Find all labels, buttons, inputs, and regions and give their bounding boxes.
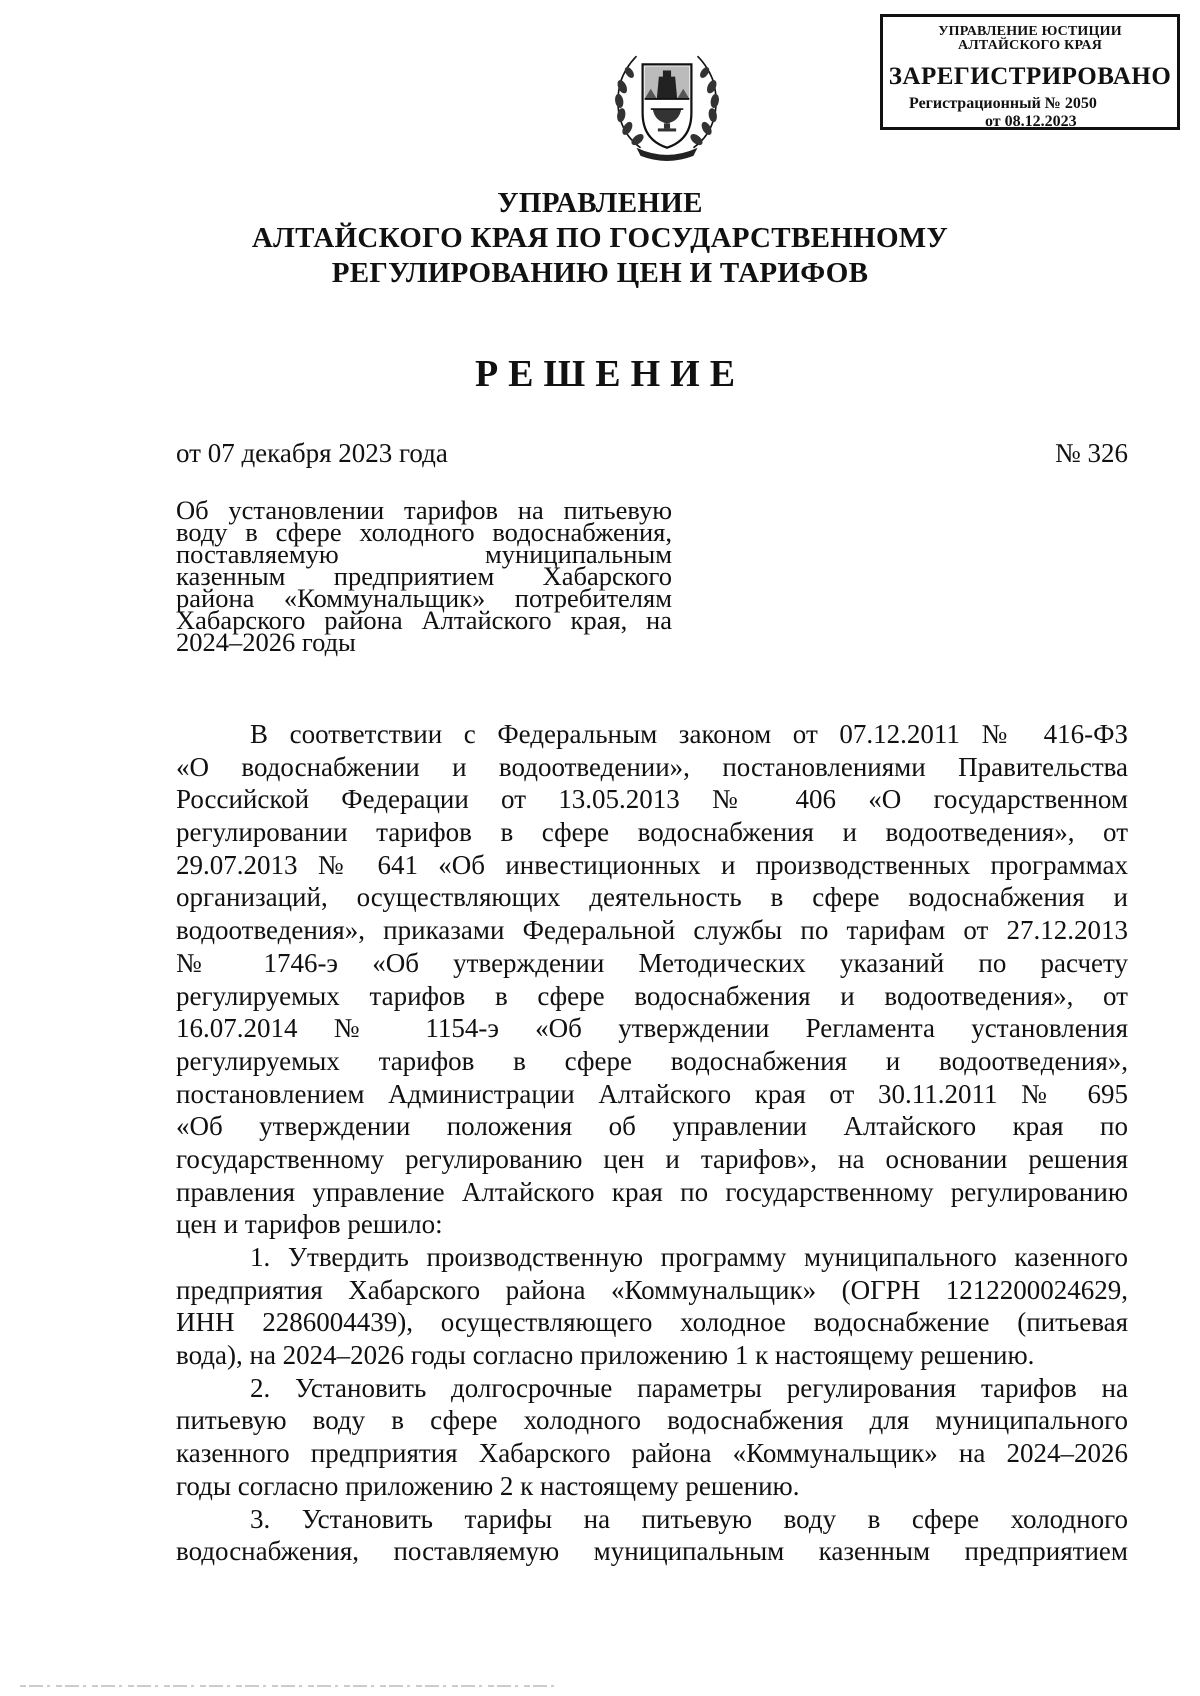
stamp-status: ЗАРЕГИСТРИРОВАНО (888, 63, 1172, 90)
body-line: ИНН 2286004439), осуществляющего холодное водоснабжение (питьевая (176, 1307, 1128, 1338)
altai-krai-coat-of-arms-icon (606, 42, 728, 164)
document-type-heading: РЕШЕНИЕ (474, 353, 746, 395)
document-date: от 07 декабря 2023 года (176, 438, 448, 468)
stamp-date-value: 08.12.2023 (1004, 113, 1077, 130)
body-line: № 1746-э «Об утверждении Методических указаний по расчету (176, 947, 1128, 978)
stamp-registration-date (883, 113, 1177, 131)
body-line: цен и тарифов решило: (176, 1209, 443, 1240)
body-line: питьевую воду в сфере холодного водоснабжения для муниципального (176, 1405, 1128, 1436)
stamp-org-line2: АЛТАЙСКОГО КРАЯ (957, 38, 1103, 53)
registration-stamp (880, 14, 1180, 130)
subject-line: воду в сфере холодного водоснабжения, (176, 517, 672, 547)
scan-artifact-line (0, 1684, 1200, 1688)
stamp-organization (883, 25, 1177, 53)
stamp-reg-value: 2050 (1064, 95, 1097, 112)
body-line: регулируемых тарифов в сфере водоснабжения и водоотведения», (176, 1045, 1128, 1076)
subject-line: поставляемую муниципальным (176, 539, 672, 569)
subject-line: Об установлении тарифов на питьевую (176, 495, 672, 525)
subject-line: района «Коммунальщик» потребителям (176, 583, 672, 613)
body-line: Российской Федерации от 13.05.2013 № 406 «О государственном (176, 784, 1128, 815)
body-line: 16.07.2014 № 1154-э «Об утверждении Регламента установления (176, 1013, 1128, 1044)
stamp-org-line1: УПРАВЛЕНИЕ ЮСТИЦИИ (938, 24, 1122, 39)
subject-line: 2024–2026 годы (176, 627, 356, 657)
body-line: 3. Установить тарифы на питьевую воду в сфере холодного (250, 1503, 1128, 1534)
document-subject (176, 495, 672, 657)
stamp-date-label: от (985, 113, 1001, 130)
authority-line-1: УПРАВЛЕНИЕ (497, 187, 703, 219)
authority-name (0, 186, 1200, 291)
body-line: предприятия Хабарского района «Коммунальщик» (ОГРН 1212200024629, (176, 1274, 1128, 1305)
subject-line: казенным предприятием Хабарского (176, 561, 672, 591)
body-line: «Об утверждении положения об управлении Алтайского края по (176, 1111, 1128, 1142)
stamp-registration-number (883, 95, 1177, 113)
document-body (176, 718, 1128, 1568)
body-line: годы согласно приложению 2 к настоящему решению. (176, 1470, 800, 1501)
body-line: 2. Установить долгосрочные параметры регулирования тарифов на (250, 1372, 1128, 1403)
stamp-reg-label: Регистрационный № (909, 95, 1061, 112)
document-number: № 326 (1054, 438, 1128, 468)
body-line: вода), на 2024–2026 годы согласно приложению 1 к настоящему решению. (176, 1340, 1035, 1371)
body-line: организаций, осуществляющих деятельность в сфере водоснабжения и (176, 882, 1128, 913)
body-line: регулируемых тарифов в сфере водоснабжения и водоотведения», от (176, 980, 1128, 1011)
body-line: 1. Утвердить производственную программу муниципального казенного (250, 1242, 1128, 1272)
body-line: постановлением Администрации Алтайского края от 30.11.2011 № 695 (176, 1078, 1128, 1109)
body-line: «О водоснабжении и водоотведении», постановлениями Правительства (176, 751, 1128, 782)
authority-line-2: АЛТАЙСКОГО КРАЯ ПО ГОСУДАРСТВЕННОМУ (251, 222, 949, 254)
body-line: правления управление Алтайского края по государственному регулированию (176, 1176, 1128, 1207)
body-line: В соответствии с Федеральным законом от 07.12.2011 № 416-ФЗ (250, 719, 1128, 749)
body-line: 29.07.2013 № 641 «Об инвестиционных и производственных программах (176, 849, 1128, 880)
subject-line: Хабарского района Алтайского края, на (176, 605, 672, 635)
body-line: водоснабжения, поставляемую муниципальным казенным предприятием (176, 1536, 1128, 1567)
body-line: водоотведения», приказами Федеральной службы по тарифам от 27.12.2013 (176, 915, 1128, 946)
body-line: казенного предприятия Хабарского района «Коммунальщик» на 2024–2026 (176, 1438, 1128, 1469)
authority-line-3: РЕГУЛИРОВАНИЮ ЦЕН И ТАРИФОВ (331, 257, 869, 289)
body-line: регулировании тарифов в сфере водоснабжения и водоотведения», от (176, 817, 1128, 848)
body-line: государственному регулированию цен и тарифов», на основании решения (176, 1143, 1128, 1174)
